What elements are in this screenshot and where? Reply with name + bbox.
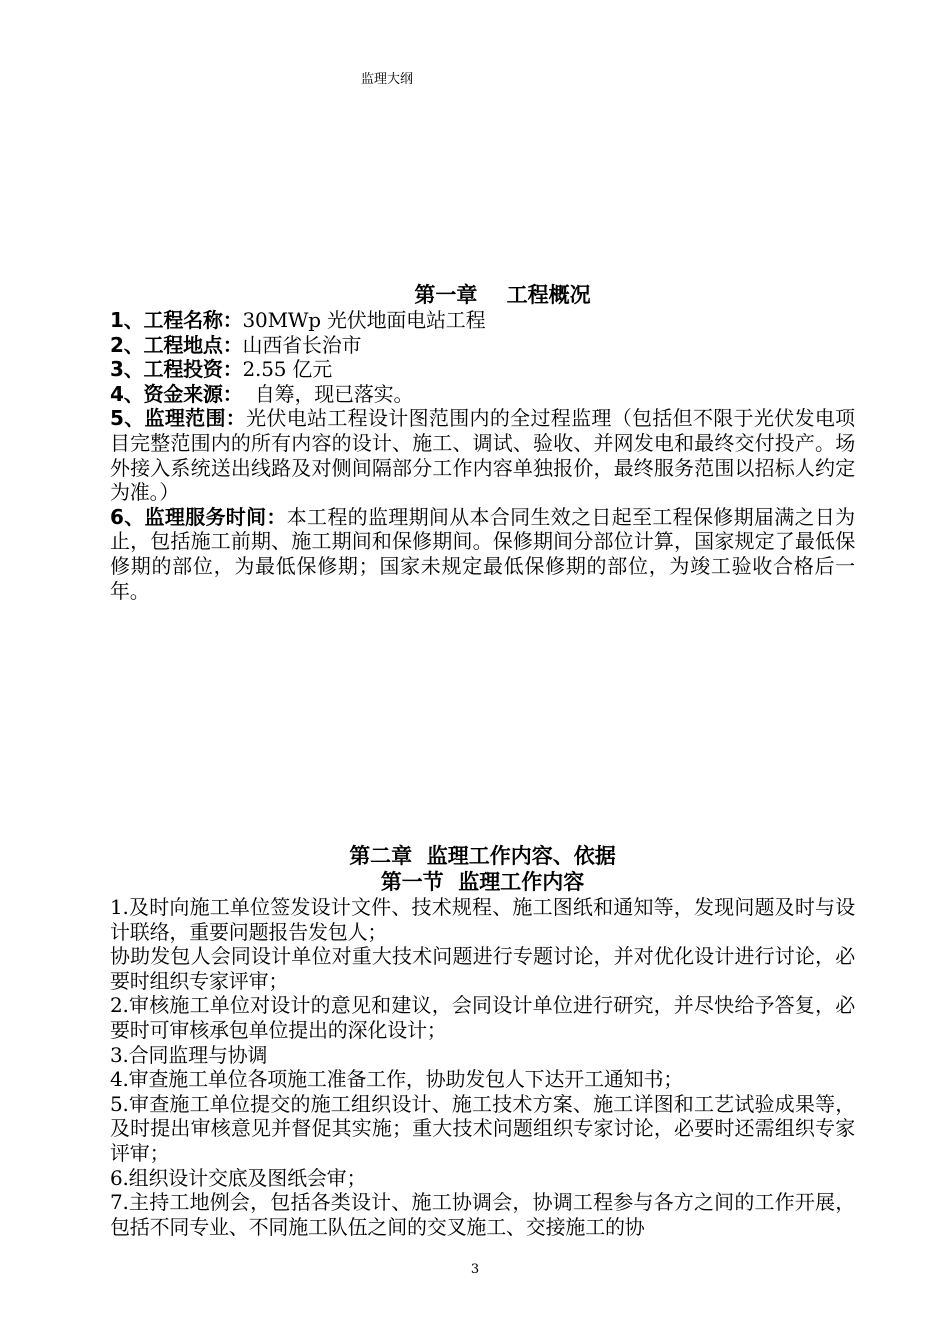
project-item-value: 本工程的监理期间从本合同生效之日起至工程保修期届满之日为止，包括施工前期、施工期间和保修期间。保修期间分部位计算，国家规定了最低保修期的部位，为最低保修期；国家未规定最低保修期的部位，为竣工验收合格后一年。 bbox=[110, 504, 855, 603]
chapter-1-title: 第一章 工程概况 bbox=[414, 283, 591, 307]
paragraph: 1.及时向施工单位签发设计文件、技术规程、施工图纸和通知等，发现问题及时与设计联络，重要问题报告发包人； bbox=[110, 895, 855, 944]
paragraph: 6.组织设计交底及图纸会审； bbox=[110, 1165, 367, 1190]
project-item bbox=[110, 308, 855, 333]
project-item bbox=[110, 357, 855, 382]
project-item bbox=[110, 333, 855, 358]
paragraph: 3.合同监理与协调 bbox=[110, 1042, 268, 1067]
paragraph: 7.主持工地例会，包括各类设计、施工协调会，协调工程参与各方之间的工作开展，包括不同专业、不同施工队伍之间的交叉施工、交接施工的协 bbox=[110, 1190, 855, 1239]
project-item-label: 1、工程名称： bbox=[110, 308, 243, 332]
project-item-label: 2、工程地点： bbox=[110, 332, 243, 357]
chapter-2-section bbox=[110, 843, 855, 1239]
project-item-value: 自筹，现已落实。 bbox=[242, 381, 414, 406]
paragraph: 5.审查施工单位提交的施工组织设计、施工技术方案、施工详图和工艺试验成果等，及时提出审核意见并督促其实施；重大技术问题组织专家讨论，必要时还需组织专家评审； bbox=[110, 1091, 855, 1165]
project-item-label: 3、工程投资： bbox=[110, 357, 243, 382]
project-item bbox=[110, 505, 855, 603]
chapter-2-title: 第二章 监理工作内容、依据 bbox=[349, 844, 616, 868]
project-item-label: 5、监理范围： bbox=[110, 406, 247, 431]
project-item bbox=[110, 406, 855, 504]
page-header: 监理大纲 bbox=[361, 72, 414, 87]
project-item-value: 2.55 亿元 bbox=[242, 357, 333, 382]
paragraph: 4.审查施工单位各项施工准备工作，协助发包人下达开工通知书； bbox=[110, 1067, 684, 1092]
project-item-value: 30MWp 光伏地面电站工程 bbox=[242, 308, 486, 332]
section-1-title: 第一节 监理工作内容 bbox=[380, 870, 585, 894]
project-item-value: 山西省长治市 bbox=[242, 332, 362, 357]
project-item-label: 6、监理服务时间： bbox=[110, 504, 287, 529]
chapter-1-section bbox=[110, 282, 855, 603]
paragraph: 协助发包人会同设计单位对重大技术问题进行专题讨论，并对优化设计进行讨论，必要时组织专家评审； bbox=[110, 944, 855, 993]
project-item bbox=[110, 382, 855, 407]
paragraph: 2.审核施工单位对设计的意见和建议，会同设计单位进行研究，并尽快给予答复，必要时可审核承包单位提出的深化设计； bbox=[110, 993, 855, 1042]
project-item-value: 光伏电站工程设计图范围内的全过程监理（包括但不限于光伏发电项目完整范围内的所有内容的设计、施工、调试、验收、并网发电和最终交付投产。场外接入系统送出线路及对侧间隔部分工作内容单独报价，最终服务范围以招标人约定为准。） bbox=[110, 406, 855, 505]
project-item-label: 4、资金来源： bbox=[110, 381, 243, 406]
page-number: 3 bbox=[470, 1262, 480, 1277]
